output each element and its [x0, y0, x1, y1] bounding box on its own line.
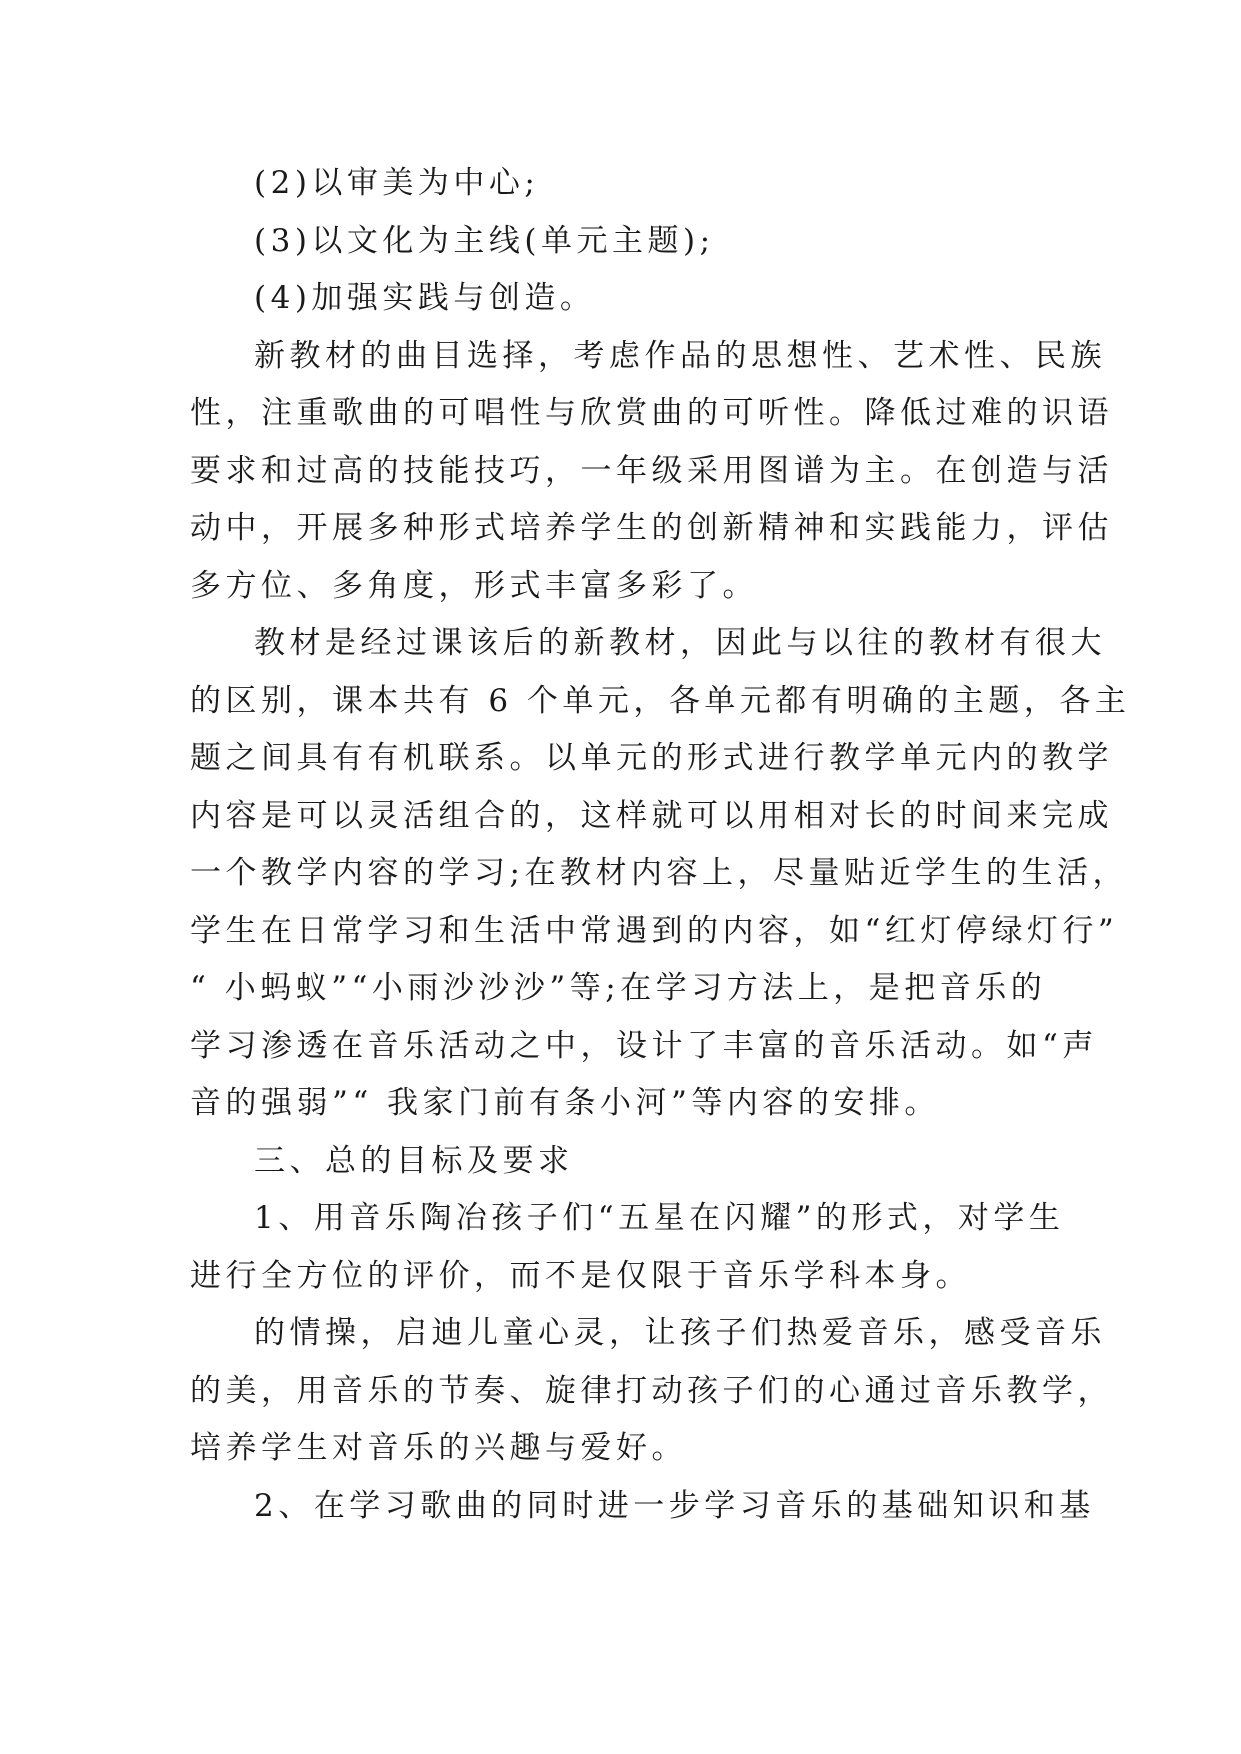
paragraph-line: 动中，开展多种形式培养学生的创新精神和实践能力，评估 — [190, 510, 1113, 546]
paragraph-line: 的美，用音乐的节奏、旋律打动孩子们的心通过音乐教学， — [190, 1372, 1113, 1409]
list-item-2: (2)以审美为中心; — [254, 165, 540, 201]
paragraph-line: “ 小蚂蚁”“小雨沙沙沙”等;在学习方法上，是把音乐的 — [190, 970, 1047, 1006]
paragraph-line: 2、在学习歌曲的同时进一步学习音乐的基础知识和基 — [254, 1487, 1095, 1524]
paragraph-line: 内容是可以灵活组合的，这样就可以用相对长的时间来完成 — [190, 797, 1113, 834]
paragraph-line: 1、用音乐陶冶孩子们“五星在闪耀”的形式，对学生 — [254, 1200, 1065, 1236]
paragraph-line: 音的强弱”“ 我家门前有条小河”等内容的安排。 — [190, 1085, 940, 1121]
paragraph-line: 要求和过高的技能技巧，一年级采用图谱为主。在创造与活 — [190, 452, 1113, 489]
section-heading: 三、总的目标及要求 — [254, 1142, 574, 1179]
paragraph-line: 新教材的曲目选择，考虑作品的思想性、艺术性、民族 — [254, 337, 1106, 374]
paragraph-line: 学生在日常学习和生活中常遇到的内容，如“红灯停绿灯行” — [190, 912, 1119, 949]
paragraph-line: 性，注重歌曲的可唱性与欣赏曲的可听性。降低过难的识语 — [190, 395, 1113, 431]
paragraph-line: 多方位、多角度，形式丰富多彩了。 — [190, 567, 758, 604]
paragraph-line: 的区别，课本共有 6 个单元，各单元都有明确的主题，各主 — [190, 682, 1131, 719]
paragraph-line: 学习渗透在音乐活动之中，设计了丰富的音乐活动。如“声 — [190, 1027, 1098, 1064]
list-item-4: (4)加强实践与创造。 — [254, 280, 596, 316]
document-page — [190, 155, 1131, 1535]
paragraph-line: 进行全方位的评价，而不是仅限于音乐学科本身。 — [190, 1257, 971, 1294]
paragraph-line: 题之间具有有机联系。以单元的形式进行教学单元内的教学 — [190, 740, 1113, 776]
paragraph-line: 教材是经过课该后的新教材，因此与以往的教材有很大 — [254, 625, 1106, 661]
list-item-3: (3)以文化为主线(单元主题); — [254, 222, 715, 259]
paragraph-line: 培养学生对音乐的兴趣与爱好。 — [190, 1430, 687, 1466]
paragraph-line: 一个教学内容的学习;在教材内容上，尽量贴近学生的生活， — [190, 855, 1128, 891]
paragraph-line: 的情操，启迪儿童心灵，让孩子们热爱音乐，感受音乐 — [254, 1315, 1106, 1351]
